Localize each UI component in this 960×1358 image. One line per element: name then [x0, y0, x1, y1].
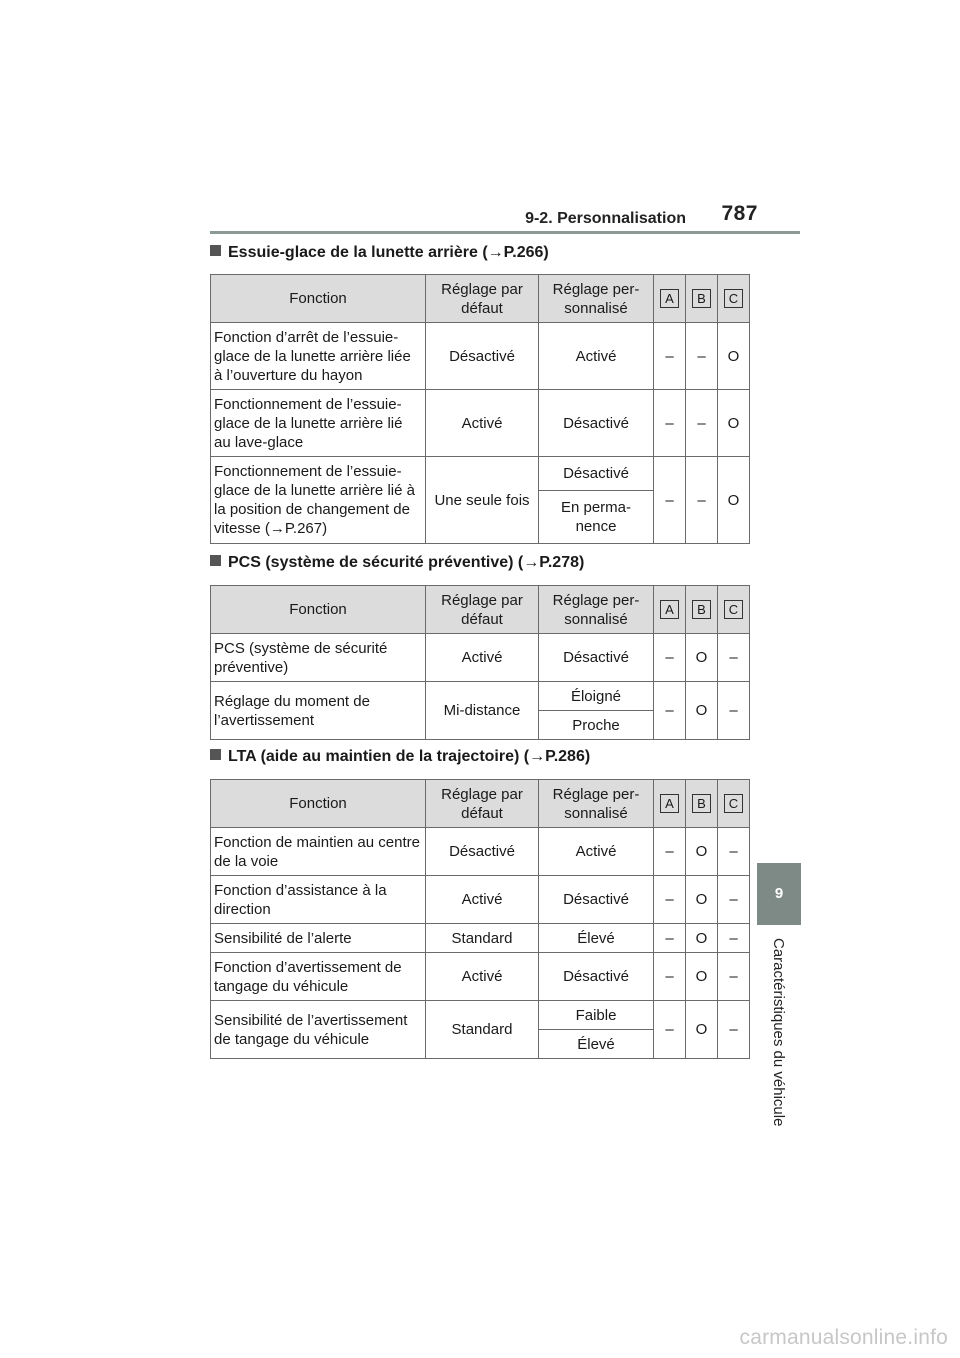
cell-a: –: [654, 390, 686, 457]
options-table-pcs: [210, 585, 750, 740]
section-heading-lta: LTA (aide au maintien de la trajectoire) (→P.286): [210, 748, 590, 766]
cell-fonction: PCS (système de sécurité préventive): [211, 634, 426, 682]
cell-c: –: [718, 682, 750, 740]
col-header-b: [686, 780, 718, 828]
cell-b: O: [686, 634, 718, 682]
table-header-row: [211, 586, 750, 634]
header-rule: [210, 231, 800, 234]
square-bullet-icon: [210, 245, 221, 256]
options-table-essuie-glace: [210, 274, 750, 544]
col-header-defaut: Réglage par défaut: [426, 275, 539, 323]
cell-b: O: [686, 876, 718, 924]
col-header-fonction: Fonction: [211, 780, 426, 828]
col-header-b: [686, 275, 718, 323]
cell-b: O: [686, 828, 718, 876]
table-header-row: [211, 780, 750, 828]
letter-c-icon: C: [724, 600, 743, 619]
cell-fonction: Fonction d’avertissement de tangage du véhicule: [211, 953, 426, 1001]
watermark: carmanualsonline.info: [739, 1326, 948, 1349]
col-header-fonction: Fonction: [211, 586, 426, 634]
cell-perso: Élevé: [539, 1030, 654, 1059]
cell-defaut: Mi-distance: [426, 682, 539, 740]
cell-perso: Désactivé: [539, 953, 654, 1001]
letter-c-icon: C: [724, 289, 743, 308]
cell-a: –: [654, 457, 686, 544]
letter-a-icon: A: [660, 289, 679, 308]
col-header-c: [718, 275, 750, 323]
cell-defaut: Activé: [426, 876, 539, 924]
cell-perso: Proche: [539, 711, 654, 740]
cell-fonction: Fonction d’assistance à la direction: [211, 876, 426, 924]
col-header-c: [718, 586, 750, 634]
cell-c: –: [718, 1001, 750, 1059]
cell-perso: Désactivé: [539, 876, 654, 924]
table-row: [211, 953, 750, 1001]
col-header-fonction: Fonction: [211, 275, 426, 323]
col-header-defaut: Réglage par défaut: [426, 780, 539, 828]
cell-b: O: [686, 953, 718, 1001]
cell-perso: Faible: [539, 1001, 654, 1030]
col-header-c: [718, 780, 750, 828]
table-row: [211, 876, 750, 924]
cell-a: –: [654, 876, 686, 924]
cell-b: O: [686, 1001, 718, 1059]
cell-c: –: [718, 924, 750, 953]
letter-b-icon: B: [692, 600, 711, 619]
table-row: [211, 682, 750, 711]
cell-perso: En perma-nence: [539, 491, 654, 544]
cell-c: –: [718, 634, 750, 682]
cell-c: –: [718, 828, 750, 876]
col-header-defaut: Réglage par défaut: [426, 586, 539, 634]
cell-perso: Désactivé: [539, 390, 654, 457]
chapter-number: 9: [774, 885, 784, 902]
options-table-lta: [210, 779, 750, 1059]
cell-defaut: Désactivé: [426, 828, 539, 876]
cell-fonction: Fonction d’arrêt de l’essuie-glace de la lunette arrière liée à l’ouverture du hayon: [211, 323, 426, 390]
cell-a: –: [654, 634, 686, 682]
chapter-tab[interactable]: [757, 863, 801, 925]
col-header-perso: Réglage per-sonnalisé: [539, 780, 654, 828]
cell-fonction: Fonction de maintien au centre de la voie: [211, 828, 426, 876]
letter-b-icon: B: [692, 289, 711, 308]
letter-a-icon: A: [660, 600, 679, 619]
cell-a: –: [654, 924, 686, 953]
col-header-perso: Réglage per-sonnalisé: [539, 275, 654, 323]
cell-c: O: [718, 323, 750, 390]
cell-perso: Activé: [539, 828, 654, 876]
table-row: [211, 634, 750, 682]
table-row: [211, 390, 750, 457]
cell-fonction: Fonctionnement de l’essuie-glace de la lunette arrière lié au lave-glace: [211, 390, 426, 457]
cell-fonction: Fonctionnement de l’essuie-glace de la lunette arrière lié à la position de changement de vitesse (→P.267): [211, 457, 426, 544]
section-title: 9-2. Personnalisation: [525, 210, 686, 227]
letter-c-icon: C: [724, 794, 743, 813]
cell-defaut: Activé: [426, 390, 539, 457]
cell-fonction: Sensibilité de l’alerte: [211, 924, 426, 953]
cell-b: –: [686, 323, 718, 390]
table-row: [211, 323, 750, 390]
cell-perso: Activé: [539, 323, 654, 390]
col-header-perso: Réglage per-sonnalisé: [539, 586, 654, 634]
cell-perso: Désactivé: [539, 457, 654, 491]
section-heading-pcs: PCS (système de sécurité préventive) (→P.278): [210, 554, 584, 572]
cell-a: –: [654, 953, 686, 1001]
cell-b: –: [686, 457, 718, 544]
cell-perso: Éloigné: [539, 682, 654, 711]
square-bullet-icon: [210, 749, 221, 760]
table-row: [211, 828, 750, 876]
section-heading-essuie-glace: Essuie-glace de la lunette arrière (→P.266): [210, 244, 549, 262]
cell-defaut: Activé: [426, 953, 539, 1001]
cell-perso: Désactivé: [539, 634, 654, 682]
cell-defaut: Une seule fois: [426, 457, 539, 544]
cell-b: O: [686, 924, 718, 953]
table-row: [211, 924, 750, 953]
letter-a-icon: A: [660, 794, 679, 813]
page-header: [210, 200, 800, 234]
cell-c: –: [718, 953, 750, 1001]
cell-fonction: Sensibilité de l’avertissement de tangage du véhicule: [211, 1001, 426, 1059]
table-row: [211, 457, 750, 491]
chapter-label-container: [769, 938, 789, 1150]
table-header-row: [211, 275, 750, 323]
letter-b-icon: B: [692, 794, 711, 813]
col-header-b: [686, 586, 718, 634]
cell-c: O: [718, 390, 750, 457]
page-number: 787: [721, 202, 758, 225]
cell-b: O: [686, 682, 718, 740]
square-bullet-icon: [210, 555, 221, 566]
chapter-label: Caractéristiques du véhicule: [770, 938, 787, 1127]
cell-c: –: [718, 876, 750, 924]
cell-a: –: [654, 323, 686, 390]
cell-b: –: [686, 390, 718, 457]
cell-defaut: Standard: [426, 1001, 539, 1059]
col-header-a: [654, 586, 686, 634]
cell-defaut: Standard: [426, 924, 539, 953]
cell-perso: Élevé: [539, 924, 654, 953]
cell-a: –: [654, 682, 686, 740]
cell-fonction: Réglage du moment de l’avertissement: [211, 682, 426, 740]
cell-defaut: Désactivé: [426, 323, 539, 390]
cell-c: O: [718, 457, 750, 544]
cell-a: –: [654, 828, 686, 876]
cell-defaut: Activé: [426, 634, 539, 682]
table-row: [211, 1001, 750, 1030]
cell-a: –: [654, 1001, 686, 1059]
col-header-a: [654, 780, 686, 828]
col-header-a: [654, 275, 686, 323]
